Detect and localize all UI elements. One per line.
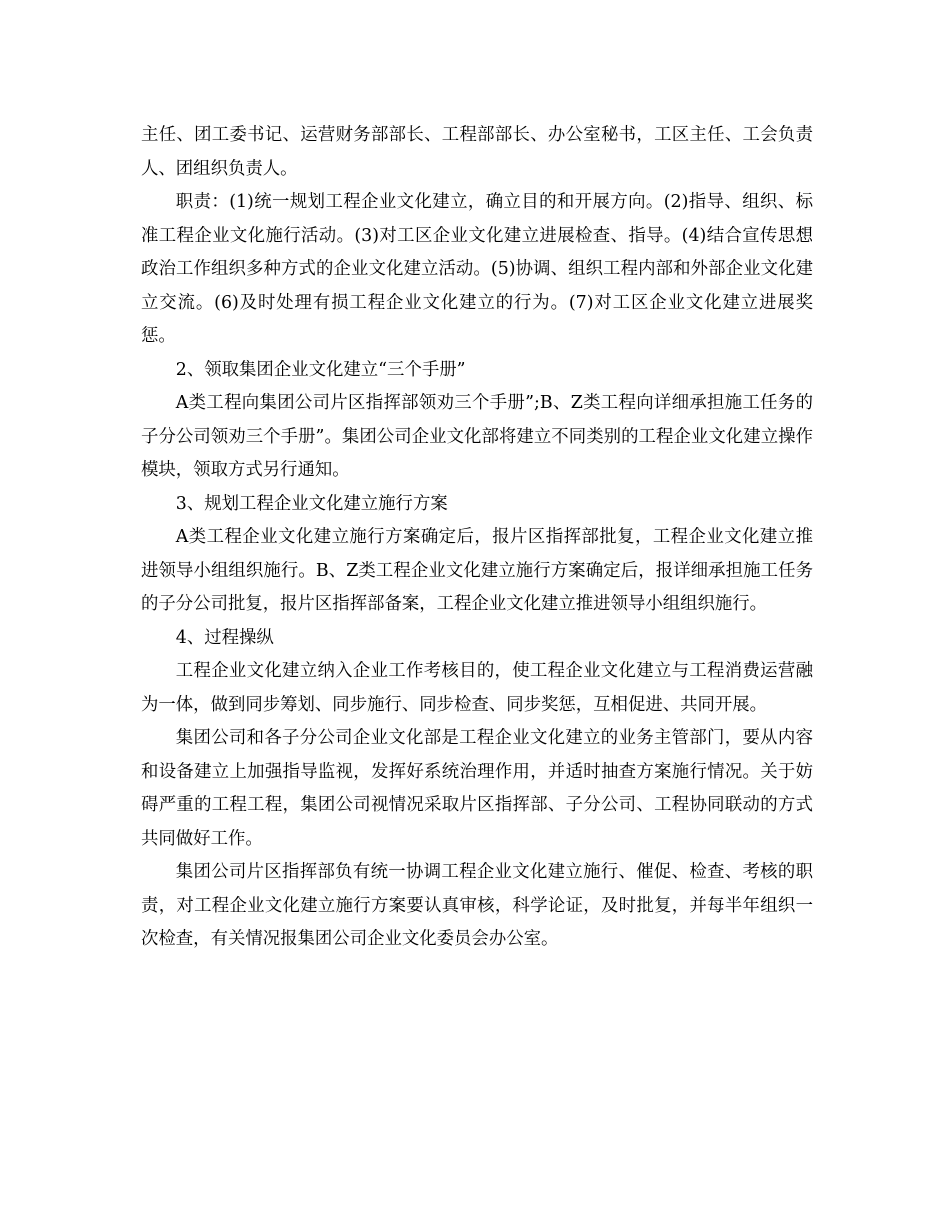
document-body bbox=[141, 119, 813, 957]
section-heading-2: 2、领取集团企业文化建立“三个手册” bbox=[175, 359, 466, 380]
section-heading-3: 3、规划工程企业文化建立施行方案 bbox=[175, 493, 448, 514]
paragraph-supervision: 集团公司和各子分公司企业文化部是工程企业文化建立的业务主管部门，要从内容和设备建立上加强指导监视，发挥好系统治理作用，并适时抽查方案施行情况。关于妨碍严重的工程工程，集团公司视情况采取片区指挥部、子分公司、工程协同联动的方式共同做好工作。 bbox=[141, 728, 813, 849]
paragraph-coordination: 集团公司片区指挥部负有统一协调工程企业文化建立施行、催促、检查、考核的职责，对工程企业文化建立施行方案要认真审核，科学论证，及时批复，并每半年组织一次检查，有关情况报集团公司企业文化委员会办公室。 bbox=[141, 862, 813, 949]
paragraph-manual-collection: A类工程向集团公司片区指挥部领劝三个手册”;B、Z类工程向详细承担施工任务的子分公司领劝三个手册”。集团公司企业文化部将建立不同类别的工程企业文化建立操作模块，领取方式另行通知。 bbox=[141, 393, 813, 480]
section-heading-4: 4、过程操纵 bbox=[175, 627, 274, 648]
paragraph-process-control: 工程企业文化建立纳入企业工作考核目的，使工程企业文化建立与工程消费运营融为一体，做到同步筹划、同步施行、同步检查、同步奖惩，互相促进、共同开展。 bbox=[141, 661, 813, 715]
paragraph-responsibilities: 职责：(1)统一规划工程企业文化建立，确立目的和开展方向。(2)指导、组织、标准工程企业文化施行活动。(3)对工区企业文化建立进展检查、指导。(4)结合宣传思想政治工作组织多种方式的企业文化建立活动。(5)协调、组织工程内部和外部企业文化建立交流。(6)及时处理有损工程企业文化建立的行为。(7)对工区企业文化建立进展奖惩。 bbox=[141, 192, 813, 346]
paragraph-continuation: 主任、团工委书记、运营财务部部长、工程部部长、办公室秘书，工区主任、工会负责人、团组织负责人。 bbox=[141, 125, 813, 179]
paragraph-implementation-plan: A类工程企业文化建立施行方案确定后，报片区指挥部批复，工程企业文化建立推进领导小组组织施行。B、Z类工程企业文化建立施行方案确定后，报详细承担施工任务的子分公司批复，报片区指挥部备案，工程企业文化建立推进领导小组组织施行。 bbox=[141, 527, 813, 614]
